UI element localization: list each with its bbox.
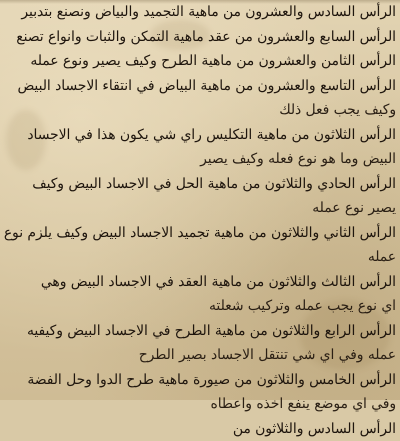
manuscript-line: الرأس الثلاثون من ماهية التكليس راي شي يكون هذا في الاجساد [4,123,396,148]
manuscript-line: الرأس التاسع والعشرون من ماهية البياض في انتقاء الاجساد البيض [4,74,396,99]
manuscript-line: يصير نوع عمله [4,196,396,221]
manuscript-line: الرأس الثامن والعشرون من ماهية الطرح وكيف يصير ونوع عمله [4,49,396,74]
manuscript-text-block [4,0,396,400]
manuscript-line: الرأس السادس والعشرون من ماهية التجميد والبياض ونصنع بتدبير [4,0,396,25]
manuscript-line: الرأس الخامس والثلاثون من صيورة ماهية طرح الدوا وحل الفضة [4,368,396,393]
manuscript-line: وكيف يجب فعل ذلك [4,98,396,123]
manuscript-line: الرأس السابع والعشرون من عقد ماهية التمكن والثبات وانواع تصنع [4,25,396,50]
manuscript-line: الرأس الثالث والثلاثون من ماهية العقد في الاجساد البيض وهي [4,270,396,295]
manuscript-line: عمله [4,245,396,270]
manuscript-line: الرأس الحادي والثلاثون من ماهية الحل في الاجساد البيض وكيف [4,172,396,197]
manuscript-line: الرأس السادس والثلاثون من [4,417,396,441]
manuscript-line: الرأس الرابع والثلاثون من ماهية الطرح في الاجساد البيض وكيفيه [4,319,396,344]
manuscript-line: اي نوع يجب عمله وتركيب شعلته [4,294,396,319]
manuscript-line: وفي اي موضع ينفع اخذه واعطاه [4,392,396,417]
manuscript-line: الرأس الثاني والثلاثون من ماهية تجميد الاجساد البيض وكيف يلزم نوع [4,221,396,246]
manuscript-line: عمله وفي اي شي تنتقل الاجساد بصير الطرح [4,343,396,368]
manuscript-line: البيض وما هو نوع فعله وكيف يصير [4,147,396,172]
